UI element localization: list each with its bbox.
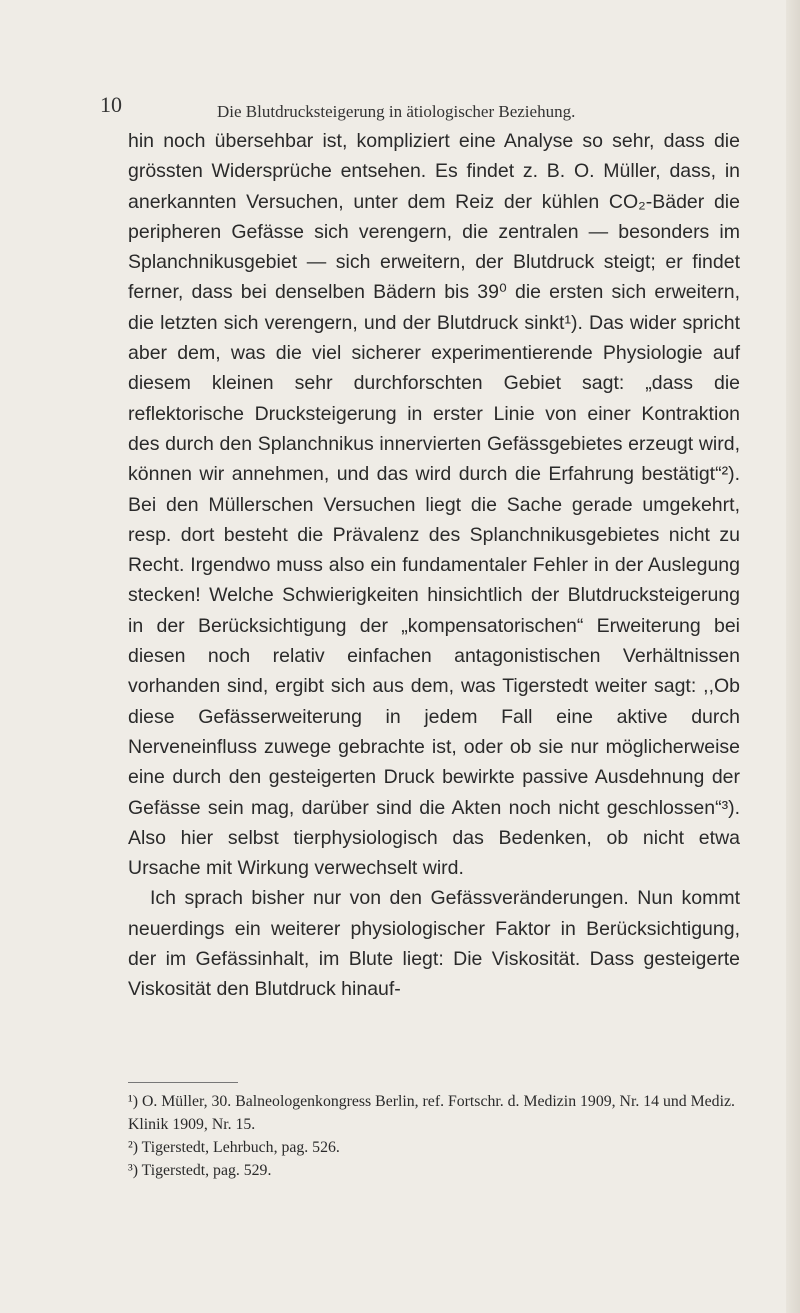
footnotes [128, 1090, 740, 1182]
paragraph-1: hin noch übersehbar ist, kompliziert eine Analyse so sehr, dass die grössten Widersprüche entsehen. Es findet z. B. O. Müller, dass, in anerkannten Versuchen, unter dem Reiz der kühlen CO₂-Bäder die peripheren Gefässe sich verengern, die zentralen — besonders im Splanchnikusgebiet — sich erweitern, der Blutdruck steigt; er findet ferner, dass bei denselben Bädern bis 39⁰ die ersten sich erweitern, die letzten sich verengern, und der Blutdruck sinkt¹). Das wider spricht aber dem, was die viel sicherer experimentierende Physiologie auf diesem kleinen sehr durchforschten Gebiet sagt: „dass die reflektorische Drucksteigerung in erster Linie von einer Kontraktion des durch den Splanchnikus innervierten Gefässgebietes erzeugt wird, können wir annehmen, und das wird durch die Erfahrung bestätigt“²). Bei den Müllerschen Versuchen liegt die Sache gerade umgekehrt, resp. dort besteht die Prävalenz des Splanchnikusgebietes nicht zu Recht. Irgendwo muss also ein fundamentaler Fehler in der Auslegung stecken! Welche Schwierigkeiten hinsichtlich der Blutdrucksteigerung in der Berücksichtigung der „kompensatorischen“ Erweiterung bei diesen noch relativ einfachen antagonistischen Verhältnissen vorhanden sind, ergibt sich aus dem, was Tigerstedt weiter sagt: ,,Ob diese Gefässerweiterung in jedem Fall eine aktive durch Nerveneinfluss zuwege gebrachte ist, oder ob sie nur möglicherweise eine durch den gesteigerten Druck bewirkte passive Ausdehnung der Gefässe sein mag, darüber sind die Akten noch nicht geschlossen“³). Also hier selbst tierphysiologisch das Bedenken, ob nicht etwa Ursache mit Wirkung verwechselt wird. [128, 130, 740, 880]
page-header [100, 92, 740, 124]
running-title: Die Blutdrucksteigerung in ätiologischer Beziehung. [217, 102, 576, 121]
paragraph-2: Ich sprach bisher nur von den Gefässveränderungen. Nun kommt neuerdings ein weiterer physiologischer Faktor in Berücksichtigung, der im Gefässinhalt, im Blute liegt: Die Viskosität. Dass gesteigerte Viskosität den Blutdruck hinauf- [128, 887, 740, 1001]
footnote-2: ²) Tigerstedt, Lehrbuch, pag. 526. [128, 1139, 340, 1156]
footnote-1: ¹) O. Müller, 30. Balneologenkongress Berlin, ref. Fortschr. d. Medizin 1909, Nr. 14 und Mediz. Klinik 1909, Nr. 15. [128, 1093, 735, 1133]
page-number: 10 [100, 92, 122, 117]
page-edge-shadow [786, 0, 800, 1313]
footnote-3: ³) Tigerstedt, pag. 529. [128, 1162, 272, 1179]
footnote-rule [128, 1082, 238, 1083]
body-text [128, 126, 740, 1005]
